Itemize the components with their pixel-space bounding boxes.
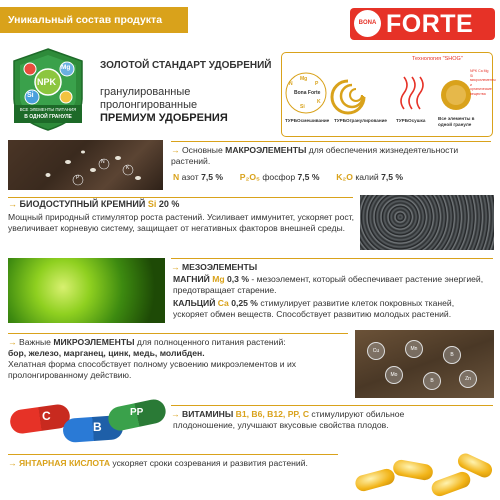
si-label: Si <box>27 92 34 99</box>
macro-arrow-line <box>171 141 491 142</box>
tech-caption-3: ТУРБОсушка <box>396 118 426 123</box>
micro-circle-zn: Zn <box>459 370 477 388</box>
micro-soil-image <box>355 330 494 398</box>
badge-caption-1: ВСЕ ЭЛЕМЕНТЫ ПИТАНИЯ <box>19 107 77 112</box>
silicon-desc-1: Мощный природный стимулятор роста растений. Усиливает иммунитет, ускоряет рост, <box>8 212 355 222</box>
tech-center-label: Bona Forte <box>294 90 321 96</box>
vitamins-text-2: плодоношение, улучшают вкусовые свойства плодов. <box>173 420 389 430</box>
soil-label-k: K <box>126 165 130 171</box>
micro-circle-mn: Mn <box>405 340 423 358</box>
meso-mg-1: МАГНИЙ Mg 0,3 % - мезоэлемент, который обеспечивает растение энергией, <box>173 274 484 284</box>
intro-line-2: пролонгированные <box>100 99 198 111</box>
macro-values: N азот 7,5 % P₂O₅ фосфор 7,5 % K₂O калий 7,5 % <box>173 172 404 182</box>
badge-caption-2: В ОДНОЙ ГРАНУЛЕ <box>24 114 72 120</box>
micro-desc-2: пролонгированному действию. <box>8 370 132 380</box>
brand-logo-circle: BONA <box>354 10 381 37</box>
vitamins-line <box>171 405 493 406</box>
meso-ca-2: ускоряет обмен веществ. Способствует развитию молодых растений. <box>173 309 452 319</box>
micro-circle-b2: B <box>423 372 441 390</box>
tech-caption-1: ТУРБОсмешивание <box>285 118 330 123</box>
meso-ca-1: КАЛЬЦИЙ Ca 0,25 % стимулирует развитие клеток покровных тканей, <box>173 298 455 308</box>
micro-list: бор, железо, марганец, цинк, медь, молибден. <box>8 348 205 358</box>
section-title: Уникальный состав продукта <box>0 7 188 33</box>
micro-circle-mo: Mo <box>385 366 403 384</box>
brand-logo <box>350 8 495 40</box>
npk-badge <box>8 47 88 132</box>
silicon-title: → БИОДОСТУПНЫЙ КРЕМНИЙ Si 20 % <box>8 199 180 209</box>
intro-line-3: ПРЕМИУМ УДОБРЕНИЯ <box>100 112 228 124</box>
tech-caption-2: ТУРБОгранулирование <box>334 118 387 123</box>
intro-title: ЗОЛОТОЙ СТАНДАРТ УДОБРЕНИЙ <box>100 60 272 71</box>
intro-line-1: гранулированные <box>100 86 191 98</box>
pill-c <box>9 403 72 435</box>
tech-el-si: Si <box>300 104 305 110</box>
vitamins-text-1: → ВИТАМИНЫ B1, B6, B12, PP, C стимулируют обильное <box>171 409 405 419</box>
micro-circle-b: B <box>443 346 461 364</box>
tech-el-n: N <box>289 81 293 87</box>
soil-label-p: P <box>76 175 80 181</box>
meso-mg-2: предотвращает старение. <box>173 285 277 295</box>
green-cells-image <box>8 258 165 323</box>
header <box>0 0 500 44</box>
brand-logo-text: FORTE <box>386 10 474 38</box>
vitamin-pills-image <box>8 395 168 450</box>
tech-diagram <box>281 52 496 137</box>
mg-label: Mg <box>61 64 71 71</box>
meso-title: → МЕЗОЭЛЕМЕНТЫ <box>171 262 258 272</box>
pill-pp-label: PP <box>130 407 144 418</box>
silicon-line <box>8 197 353 198</box>
micro-line <box>8 333 348 334</box>
silicon-granules-image <box>360 195 494 250</box>
soil-label-n: N <box>101 159 105 165</box>
meso-line <box>171 258 493 259</box>
tech-el-p: P <box>315 81 319 87</box>
npk-label: NPK <box>37 77 57 87</box>
pill-b-label: B <box>93 420 102 434</box>
acid-line <box>8 454 338 455</box>
tech-side-note: NPK Ca Mg Si микроэлементы и органические вещества <box>470 69 496 96</box>
acid-text: → ЯНТАРНАЯ КИСЛОТА ускоряет сроки созревания и развития растений. <box>8 458 308 468</box>
tech-label: Технология "SHOG" <box>412 56 463 62</box>
micro-desc-1: Хелатная форма способствует полному усвоению микроэлементов и их <box>8 359 297 369</box>
amber-capsules-image <box>345 452 495 500</box>
macro-text: → Основные МАКРОЭЛЕМЕНТЫ для обеспечения жизнедеятельности растений. <box>171 145 459 166</box>
tech-caption-4b: одной грануле <box>438 122 472 127</box>
soil-image <box>8 140 163 190</box>
tech-el-k: K <box>317 99 321 105</box>
silicon-desc-2: увеличивает корневую систему, защищает от негативных факторов внешней среды. <box>8 223 346 233</box>
pill-c-label: C <box>42 409 51 423</box>
tech-el-mg: Mg <box>300 76 308 82</box>
micro-title: → Важные МИКРОЭЛЕМЕНТЫ для полноценного питания растений: <box>8 337 286 347</box>
tech-caption-4a: Все элементы в <box>438 116 475 121</box>
arrow-icon: → <box>171 145 180 155</box>
micro-circle-cu: Cu <box>367 342 385 360</box>
